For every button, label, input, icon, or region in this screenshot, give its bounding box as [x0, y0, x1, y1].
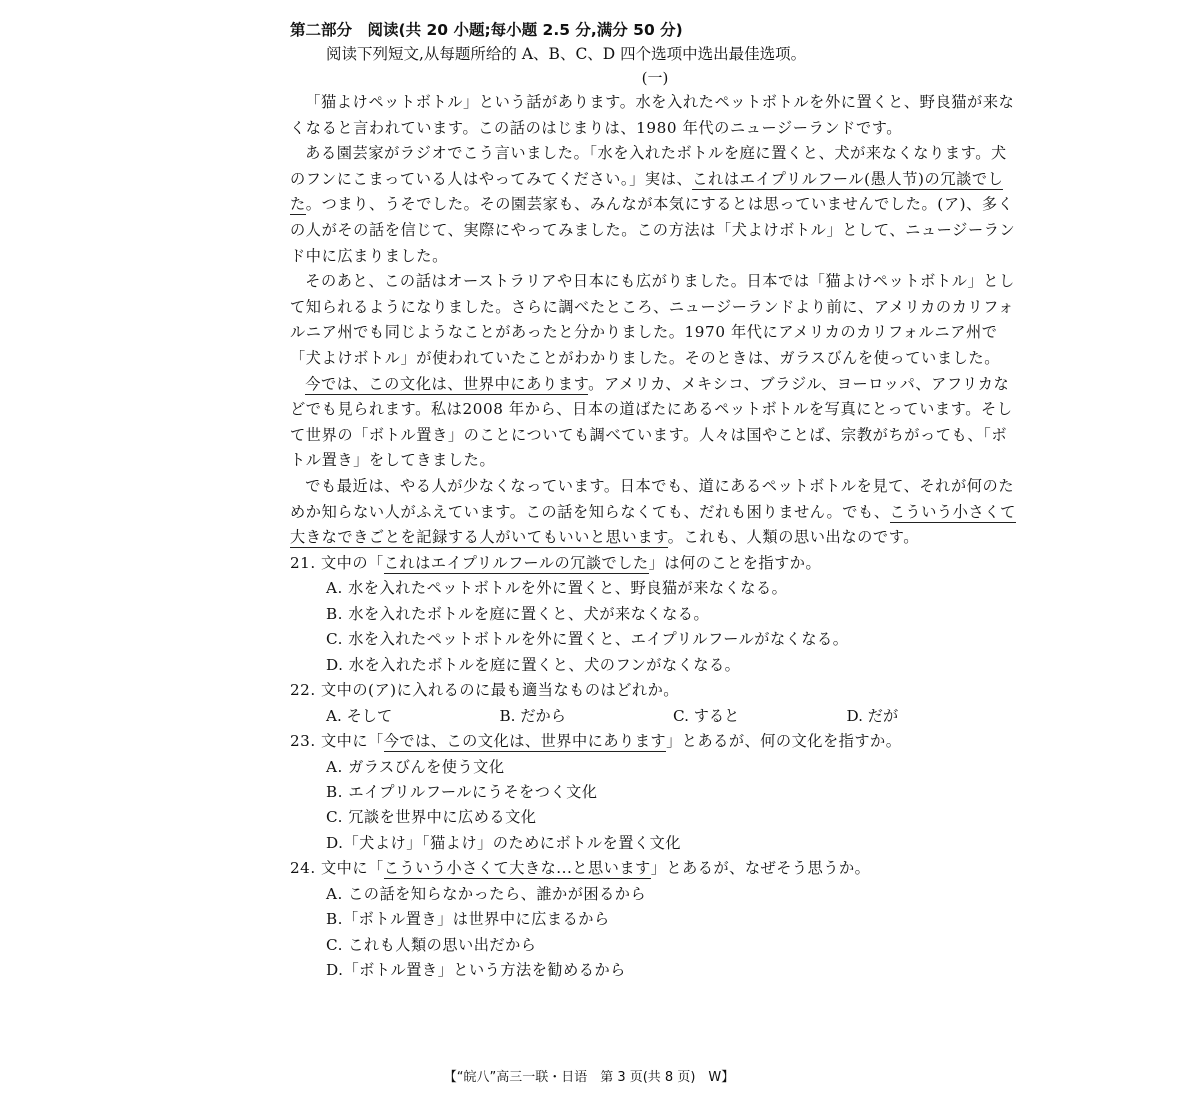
question-22-stem: 22. 文中の(ア)に入れるのに最も適当なものはどれか。 — [290, 680, 679, 699]
option-22-b: B. だから — [499, 706, 566, 725]
page-footer: 【“皖八”高三一联・日语 第 3 页(共 8 页) W】 — [443, 1070, 735, 1085]
option-24-c: C. これも人類の思い出だから — [326, 935, 537, 954]
question-21-stem — [290, 551, 1020, 577]
option-21-d: D. 水を入れたボトルを庭に置くと、犬のフンがなくなる。 — [326, 655, 741, 674]
question-22-options — [290, 704, 1020, 729]
underlined-phrase-q24: こういう小さくて大きなできごとを記録する人がいてもいいと思います — [290, 502, 1016, 547]
question-24-suffix: 」とあるが、なぜそう思うか。 — [650, 859, 871, 878]
underlined-phrase-q21: これはエイプリルフール(愚人节)の冗談でした — [290, 169, 1004, 214]
question-21-options — [290, 576, 1020, 678]
question-23 — [290, 729, 1020, 856]
option-22-c: C. すると — [673, 706, 740, 725]
option-23-a: A. ガラスびんを使う文化 — [326, 757, 505, 776]
question-23-quote: 今では、この文化は、世界中にあります — [383, 731, 667, 750]
question-22 — [290, 678, 1020, 729]
question-21 — [290, 551, 1020, 678]
underlined-phrase-q23: 今では、この文化は、世界中にあります — [305, 374, 589, 393]
paragraph-4 — [290, 372, 1020, 474]
paragraph-2 — [290, 141, 1020, 269]
option-23-b: B. エイプリルフールにうそをつく文化 — [326, 782, 598, 801]
option-24-b: B.「ボトル置き」は世界中に広まるから — [326, 910, 610, 929]
question-23-suffix: 」とあるが、何の文化を指すか。 — [666, 731, 902, 750]
paragraph-1: 「猫よけペットボトル」という話があります。水を入れたペットボトルを外に置くと、野良猫が来なくなると言われています。この話のはじまりは、1980 年代のニュージーランドです。 — [290, 93, 1015, 137]
question-24-prefix: 24. 文中に「 — [290, 859, 384, 878]
question-21-suffix: 」は何のことを指すか。 — [648, 553, 822, 572]
paragraph-2-text-a: ある園芸家がラジオでこう言いました。「水を入れたボトルを庭に置くと、犬が来なくなります。犬のフンにこまっている人はやってみてください。」実は、 — [290, 144, 1007, 188]
question-23-prefix: 23. 文中に「 — [290, 731, 384, 750]
option-21-b: B. 水を入れたボトルを庭に置くと、犬が来なくなる。 — [326, 604, 710, 623]
option-24-a: A. この話を知らなかったら、誰かが困るから — [326, 884, 647, 903]
option-21-a: A. 水を入れたペットボトルを外に置くと、野良猫が来なくなる。 — [326, 579, 788, 598]
section-title: 第二部分 阅读(共 20 小题;每小题 2.5 分,满分 50 分) — [290, 21, 683, 39]
paragraph-3: そのあと、この話はオーストラリアや日本にも広がりました。日本では「猫よけペットボトル」として知られるようになりました。さらに調べたところ、ニュージーランドより前に、アメリカのカリフォルニア州でも同じようなことがあったと分かりました。1970 年代にアメリカのカリフォルニア州で「犬よけボトル」が使われていたことがわかりました。そのときは、ガラスびんを使っていました。 — [290, 272, 1015, 367]
option-24-d: D.「ボトル置き」という方法を勧めるから — [326, 960, 626, 979]
paragraph-5-text-a: でも最近は、やる人が少なくなっています。日本でも、道にあるペットボトルを見て、それが何のためか知らない人がふえています。この話を知らなくても、だれも困りません。でも、 — [290, 476, 1015, 521]
question-23-stem — [290, 729, 1020, 755]
option-22-d: D. だが — [846, 706, 899, 725]
paragraph-4-text-b: 。アメリカ、メキシコ、ブラジル、ヨーロッパ、アフリカなどでも見られます。私は2008 年から、日本の道ばたにあるペットボトルを写真にとっています。そして世界の「ボトル置き」のことについても調べています。人々は国やことば、宗教がちがっても、「ボトル置き」をしてきました。 — [290, 374, 1013, 470]
question-24-stem — [290, 856, 1020, 882]
passage — [290, 90, 1020, 551]
question-23-options — [290, 755, 1020, 857]
option-23-d: D.「犬よけ」「猫よけ」のためにボトルを置く文化 — [326, 833, 681, 852]
option-21-c: C. 水を入れたペットボトルを外に置くと、エイプリルフールがなくなる。 — [326, 630, 849, 649]
paragraph-5 — [290, 474, 1020, 551]
option-22-a: A. そして — [326, 706, 393, 725]
question-21-quote: これはエイプリルフールの冗談でした — [383, 553, 649, 572]
question-24-options — [290, 882, 1020, 984]
instructions: 阅读下列短文,从每题所给的 A、B、C、D 四个选项中选出最佳选项。 — [326, 45, 807, 63]
passage-label: (一) — [641, 69, 669, 87]
option-23-c: C. 冗談を世界中に広める文化 — [326, 808, 537, 827]
exam-content — [290, 18, 1020, 983]
question-24 — [290, 856, 1020, 983]
question-21-prefix: 21. 文中の「 — [290, 553, 384, 572]
paragraph-2-text-b: 。つまり、うそでした。その園芸家も、みんなが本気にするとは思っていませんでした。(ア)、多くの人がその話を信じて、実際にやってみました。この方法は「犬よけボトル」として、ニュージーランド中に広まりました。 — [290, 195, 1016, 265]
paragraph-5-text-b: 。これも、人類の思い出なのです。 — [667, 528, 920, 547]
question-24-quote: こういう小さくて大きな...と思います — [383, 859, 651, 878]
